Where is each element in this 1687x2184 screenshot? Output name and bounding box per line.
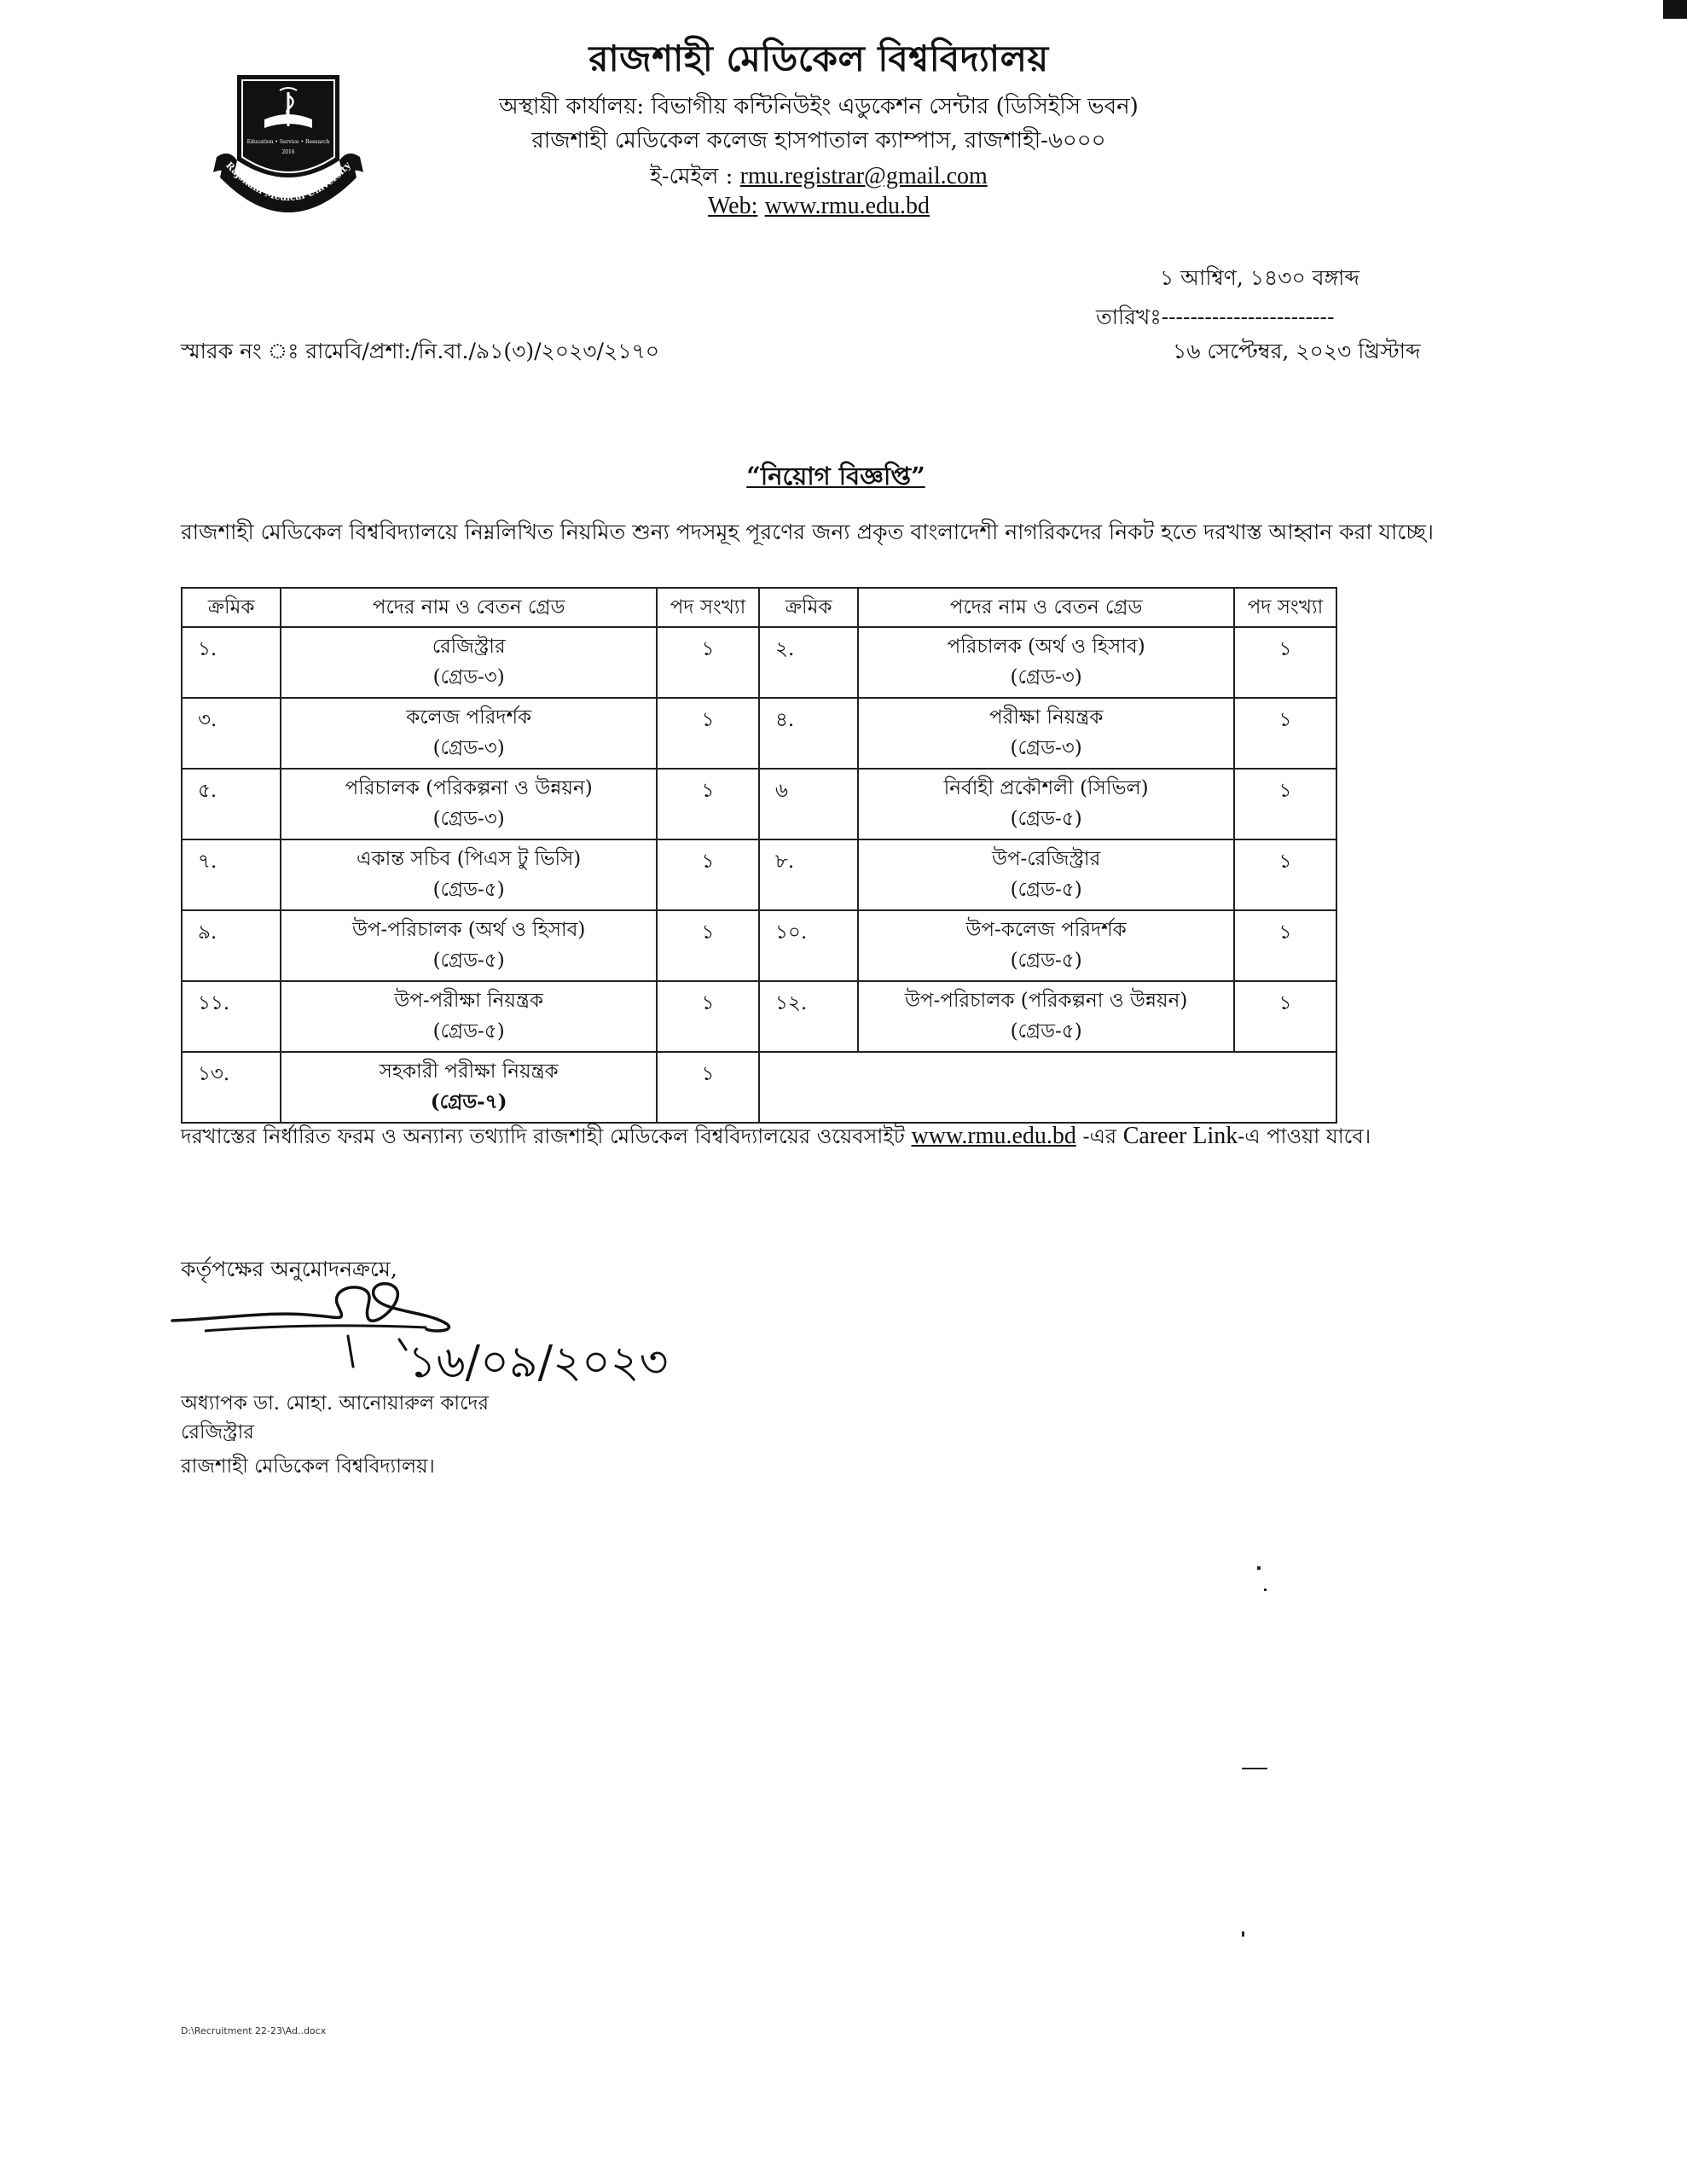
- count-cell: ১: [1234, 698, 1336, 769]
- post-name: একান্ত সচিব (পিএস টু ভিসি): [357, 848, 582, 870]
- approval-text: কর্তৃপক্ষের অনুমোদনক্রমে,: [181, 1257, 397, 1281]
- scan-speck: [1257, 1566, 1261, 1570]
- logo-ribbon-text: Rajshahi Medical University: [223, 160, 353, 204]
- vacancy-table: [181, 587, 1337, 1124]
- count-cell: ১: [657, 769, 759, 839]
- serial-cell: ৬: [759, 769, 858, 839]
- header-post: পদের নাম ও বেতন গ্রেড: [858, 588, 1234, 627]
- university-logo: [212, 67, 365, 220]
- empty-cell: [759, 1052, 1336, 1123]
- post-cell: [858, 910, 1234, 981]
- post-cell: [281, 698, 657, 769]
- email-label: ই-মেইল :: [650, 164, 733, 189]
- table-row: [182, 839, 1336, 910]
- table-row: [182, 698, 1336, 769]
- count-cell: ১: [1234, 839, 1336, 910]
- header-post: পদের নাম ও বেতন গ্রেড: [281, 588, 657, 627]
- memo-number: স্মারক নং ঃ রামেবি/প্রশা:/নি.বা./৯১(৩)/২০২৩/২১৭০: [181, 339, 659, 363]
- post-grade: (গ্রেড-৫): [432, 950, 505, 972]
- post-cell: [858, 981, 1234, 1052]
- career-link-text: Career Link: [1122, 1123, 1238, 1149]
- post-cell: [858, 769, 1234, 839]
- serial-cell: ৫.: [182, 769, 281, 839]
- post-grade: (গ্রেড-৩): [432, 666, 505, 688]
- serial-cell: ৩.: [182, 698, 281, 769]
- count-cell: ১: [657, 981, 759, 1052]
- post-grade: (গ্রেড-৭): [430, 1090, 507, 1113]
- count-cell: ১: [1234, 769, 1336, 839]
- post-grade: (গ্রেড-৩): [432, 808, 505, 830]
- table-row: [182, 981, 1336, 1052]
- university-title: রাজশাহী মেডিকেল বিশ্ববিদ্যালয়: [588, 38, 1049, 79]
- count-cell: ১: [657, 839, 759, 910]
- count-cell: ১: [657, 698, 759, 769]
- post-grade: (গ্রেড-৩): [432, 737, 505, 759]
- table-row: [182, 627, 1336, 698]
- career-website-link[interactable]: www.rmu.edu.bd: [911, 1123, 1076, 1149]
- signatory-name: অধ্যাপক ডা. মোহা. আনোয়ারুল কাদের: [181, 1392, 490, 1414]
- file-path: D:\Recruitment 22-23\Ad..docx: [181, 2025, 327, 2036]
- post-name: পরিচালক (অর্থ ও হিসাব): [947, 636, 1145, 658]
- post-grade: (গ্রেড-৫): [1010, 950, 1082, 972]
- scan-speck: [1264, 1589, 1267, 1591]
- post-cell: [281, 769, 657, 839]
- header-serial: ক্রমিক: [759, 588, 858, 627]
- post-grade: (গ্রেড-৫): [1010, 808, 1082, 830]
- post-grade: (গ্রেড-৫): [432, 879, 505, 901]
- count-cell: ১: [657, 910, 759, 981]
- post-grade: (গ্রেড-৩): [1010, 666, 1082, 688]
- web-link[interactable]: www.rmu.edu.bd: [764, 193, 930, 219]
- table-row: [182, 910, 1336, 981]
- post-name: সহকারী পরীক্ষা নিয়ন্ত্রক: [379, 1060, 559, 1083]
- post-cell: [281, 839, 657, 910]
- footnote-text-mid: -এর: [1082, 1124, 1117, 1148]
- serial-cell: ৭.: [182, 839, 281, 910]
- footnote-text-before: দরখাস্তের নির্ধারিত ফরম ও অন্যান্য তথ্যাদি রাজশাহী মেডিকেল বিশ্ববিদ্যালয়ের ওয়েবসাইট: [181, 1124, 905, 1148]
- post-name: রেজিস্ট্রার: [432, 636, 506, 658]
- footnote-text-after: -এ পাওয়া যাবে।: [1238, 1124, 1371, 1148]
- serial-cell: ৪.: [759, 698, 858, 769]
- serial-cell: ১০.: [759, 910, 858, 981]
- post-name: পরীক্ষা নিয়ন্ত্রক: [988, 706, 1104, 729]
- post-cell: [858, 627, 1234, 698]
- serial-cell: ৯.: [182, 910, 281, 981]
- header-count: পদ সংখ্যা: [1234, 588, 1336, 627]
- email-line: [461, 159, 1177, 196]
- signatory-organization: রাজশাহী মেডিকেল বিশ্ববিদ্যালয়।: [181, 1455, 435, 1478]
- table-header-row: [182, 588, 1336, 627]
- post-cell: [281, 1052, 657, 1123]
- date-bangla: ১ আশ্বিণ, ১৪৩০ বঙ্গাব্দ: [1160, 265, 1359, 290]
- post-name: উপ-কলেজ পরিদর্শক: [965, 919, 1127, 941]
- logo-year: 2016: [281, 149, 295, 155]
- post-cell: [281, 910, 657, 981]
- campus-address: রাজশাহী মেডিকেল কলেজ হাসপাতাল ক্যাম্পাস, রাজশাহী-৬০০০: [531, 128, 1106, 154]
- post-name: উপ-রেজিস্ট্রার: [992, 848, 1101, 870]
- handwritten-date: ১৬/০৯/২০২৩: [408, 1337, 669, 1388]
- serial-cell: ১২.: [759, 981, 858, 1052]
- serial-cell: ৮.: [759, 839, 858, 910]
- serial-cell: ১.: [182, 627, 281, 698]
- count-cell: ১: [657, 627, 759, 698]
- scan-speck: [1242, 1768, 1267, 1769]
- count-cell: ১: [657, 1052, 759, 1123]
- post-cell: [281, 627, 657, 698]
- date-label: তারিখঃ------------------------: [1096, 305, 1335, 329]
- date-english: ১৬ সেপ্টেম্বর, ২০২৩ খ্রিস্টাব্দ: [1173, 339, 1421, 363]
- post-cell: [858, 839, 1234, 910]
- web-line: [461, 193, 1177, 220]
- signatory-designation: রেজিস্ট্রার: [181, 1421, 254, 1443]
- post-name: পরিচালক (পরিকল্পনা ও উন্নয়ন): [345, 777, 593, 799]
- logo-motto: Education • Service • Research: [246, 139, 330, 145]
- post-name: উপ-পরিচালক (পরিকল্পনা ও উন্নয়ন): [904, 990, 1188, 1012]
- table-row: [182, 1052, 1336, 1123]
- intro-paragraph: রাজশাহী মেডিকেল বিশ্ববিদ্যালয়ে নিম্নলিখিত নিয়মিত শুন্য পদসমূহ পূরণের জন্য প্রকৃত বাংলাদেশী নাগরিকদের নিকট হতে দরখাস্ত আহ্বান করা যাচ্ছে।: [181, 520, 1434, 544]
- post-name: নির্বাহী প্রকৌশলী (সিভিল): [943, 777, 1149, 799]
- post-grade: (গ্রেড-৫): [1010, 1020, 1082, 1043]
- serial-cell: ১১.: [182, 981, 281, 1052]
- office-address: অস্থায়ী কার্যালয়: বিভাগীয় কন্টিনিউইং এডুকেশন সেন্টার (ডিসিইসি ভবন): [499, 94, 1139, 119]
- serial-cell: ২.: [759, 627, 858, 698]
- post-name: উপ-পরীক্ষা নিয়ন্ত্রক: [394, 990, 543, 1012]
- post-cell: [858, 698, 1234, 769]
- count-cell: ১: [1234, 627, 1336, 698]
- header-serial: ক্রমিক: [182, 588, 281, 627]
- count-cell: ১: [1234, 981, 1336, 1052]
- post-name: কলেজ পরিদর্শক: [406, 706, 532, 729]
- serial-cell: ১৩.: [182, 1052, 281, 1123]
- post-name: উপ-পরিচালক (অর্থ ও হিসাব): [351, 919, 586, 941]
- post-cell: [281, 981, 657, 1052]
- header-count: পদ সংখ্যা: [657, 588, 759, 627]
- count-cell: ১: [1234, 910, 1336, 981]
- post-grade: (গ্রেড-৩): [1010, 737, 1082, 759]
- post-grade: (গ্রেড-৫): [432, 1020, 505, 1043]
- scan-speck: [1242, 1931, 1244, 1937]
- application-info: [181, 1121, 1545, 1155]
- web-label: Web:: [707, 193, 758, 219]
- scan-edge-mark: [1663, 0, 1687, 19]
- table-row: [182, 769, 1336, 839]
- email-link[interactable]: rmu.registrar@gmail.com: [739, 163, 988, 189]
- post-grade: (গ্রেড-৫): [1010, 879, 1082, 901]
- notice-title: “নিয়োগ বিজ্ঞপ্তি”: [746, 462, 925, 491]
